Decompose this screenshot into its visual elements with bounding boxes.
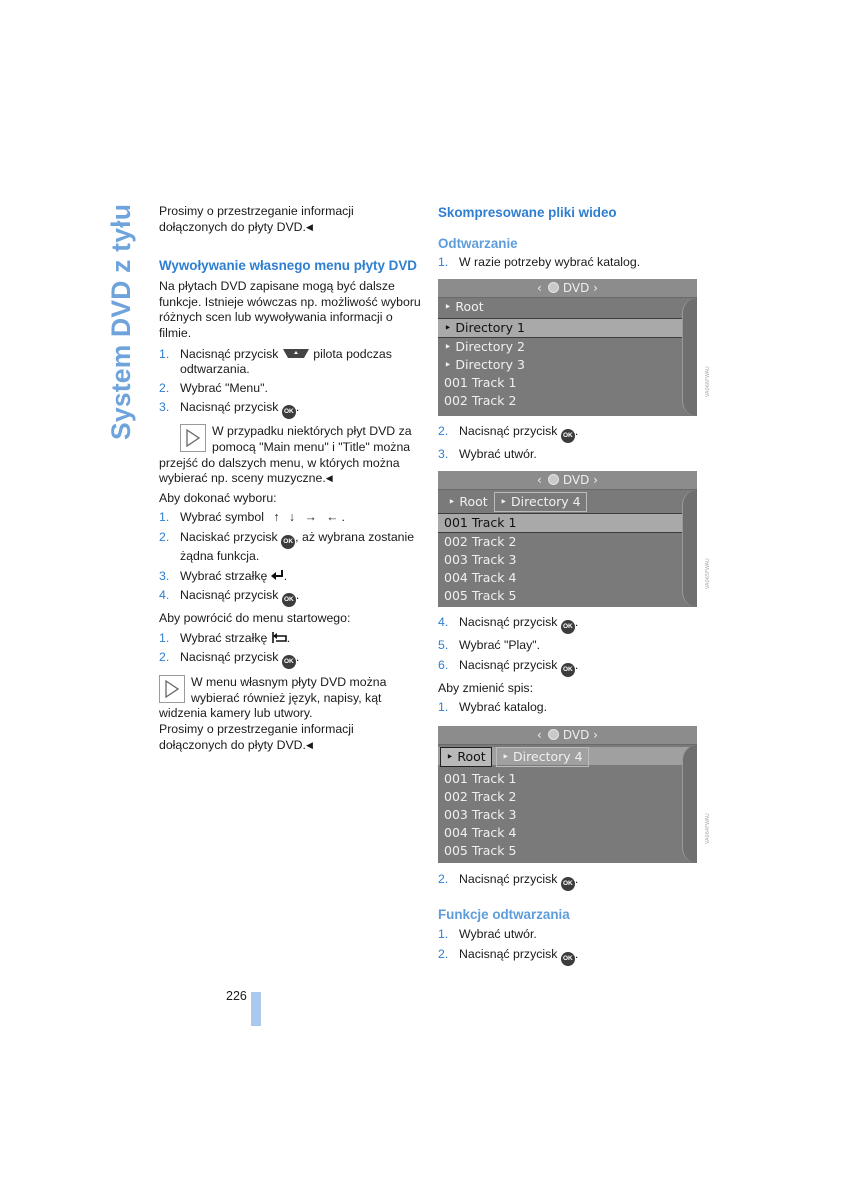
intro-text: Prosimy o przestrzeganie informacji dołączonych do płyty DVD.◀	[159, 204, 354, 234]
list-item: 2. Nacisnąć przycisk OK .	[438, 872, 700, 891]
paragraph: Na płytach DVD zapisane mogą być dalsze funkcje. Istnieje wówczas np. możliwość wyboru różnych scen lub wywoływania informacji o filmie.	[159, 279, 421, 340]
note-triangle-icon	[180, 424, 206, 452]
screen-row-track[interactable]: 003 Track 3	[444, 806, 517, 822]
end-mark-icon: ◀	[305, 221, 313, 232]
dvd-screen-tracks	[438, 471, 711, 607]
screen-row-track[interactable]: 004 Track 4	[444, 824, 517, 840]
screen-row-track[interactable]: 003 Track 3	[444, 552, 517, 568]
list-item: 1. Nacisnąć przycisk pilota podczas odtwarzania.	[159, 346, 392, 377]
steps-list	[159, 631, 421, 670]
outro-text: Prosimy o przestrzeganie informacji dołączonych do płyty DVD.◀	[159, 722, 354, 752]
list-item: 2. Wybrać "Menu".	[159, 380, 268, 395]
page-number: 226	[226, 989, 247, 1003]
crumb-root[interactable]: ‣ Root	[448, 494, 488, 510]
return-arrow-icon	[271, 632, 287, 643]
ok-button-icon: OK	[281, 535, 295, 549]
list-item: 5. Wybrać "Play".	[438, 638, 541, 653]
list-item: 1. Wybrać utwór.	[438, 926, 537, 941]
screen-scroll-curve	[682, 490, 697, 607]
list-item: 3. Wybrać utwór.	[438, 446, 537, 461]
ok-button-icon: OK	[282, 405, 296, 419]
list-item: 2. Nacisnąć przycisk OK .	[438, 947, 700, 966]
steps-list	[159, 510, 421, 607]
list-item: 2. Nacisnąć przycisk OK .	[438, 424, 700, 443]
screen-row-track[interactable]: 001 Track 1	[444, 770, 517, 786]
screen-row-track[interactable]: 002 Track 2	[444, 392, 517, 408]
ok-button-icon: OK	[561, 877, 575, 891]
screen-row-track[interactable]: 004 Track 4	[444, 570, 517, 586]
screen-row-track[interactable]: 002 Track 2	[444, 534, 517, 550]
disc-icon	[548, 729, 559, 740]
steps-list	[438, 424, 700, 463]
screen-row-track[interactable]: 001 Track 1	[444, 374, 517, 390]
ok-button-icon: OK	[282, 655, 296, 669]
section-heading: Wywoływanie własnego menu płyty DVD	[159, 258, 417, 274]
screen-row-track[interactable]: 005 Track 5	[444, 588, 517, 604]
list-item: 2. Naciskać przycisk OK , aż wybrana zostanie żądna funkcja.	[159, 529, 415, 563]
crumb-directory[interactable]: ‣ Directory 4	[496, 747, 589, 767]
screen-row-track-selected[interactable]: 001 Track 1	[438, 513, 683, 533]
end-mark-icon: ◀	[325, 473, 333, 484]
screen-row-track[interactable]: 005 Track 5	[444, 842, 517, 858]
list-item: 1. Wybrać symbol ↑ ↓ → ←.	[159, 510, 345, 525]
list-item: 1. Wybrać strzałkę .	[159, 630, 291, 645]
screen-row-directory[interactable]: ‣ Directory 3	[444, 356, 525, 372]
right-column	[438, 204, 711, 966]
list-item: 4. Nacisnąć przycisk OK .	[159, 588, 421, 607]
crumb-directory[interactable]: ‣ Directory 4	[494, 492, 587, 512]
remote-menu-button-icon	[282, 348, 310, 359]
list-item: 1. Wybrać katalog.	[438, 700, 548, 715]
ok-button-icon: OK	[561, 429, 575, 443]
steps-list	[438, 927, 700, 966]
list-item: 1. W razie potrzeby wybrać katalog.	[438, 255, 641, 269]
screen-row-track[interactable]: 002 Track 2	[444, 788, 517, 804]
dvd-screen-directories	[438, 279, 711, 416]
screen-row-directory-selected[interactable]: ‣ Directory 1	[438, 318, 683, 338]
section-heading: Skompresowane pliki wideo	[438, 205, 617, 220]
image-code: VA065FWAU	[705, 558, 711, 590]
note-triangle-icon	[159, 675, 185, 703]
dvd-screen-root-selected	[438, 726, 711, 863]
steps-list	[159, 347, 421, 420]
crumb-root-selected[interactable]: ‣ Root	[440, 747, 492, 767]
screen-breadcrumb	[438, 492, 697, 510]
note: W przypadku niektórych płyt DVD za pomocą "Main menu" i "Title" można przejść do dalszych menu, w których można wybierać np. sceny muzyczne.◀	[159, 424, 412, 486]
screen-scroll-curve	[682, 745, 697, 863]
disc-icon	[548, 282, 559, 293]
steps-list	[438, 615, 700, 677]
screen-header: ‹ DVD ›	[438, 279, 697, 298]
paragraph: Aby dokonać wyboru:	[159, 490, 277, 505]
enter-arrow-icon	[271, 570, 284, 581]
subsection-heading: Odtwarzanie	[438, 236, 518, 251]
left-column	[159, 204, 421, 753]
screen-scroll-curve	[682, 298, 697, 416]
list-item: 3. Wybrać strzałkę .	[159, 568, 288, 583]
list-item: 4. Nacisnąć przycisk OK .	[438, 615, 700, 634]
arrow-symbols: ↑ ↓ → ←	[273, 510, 342, 525]
ok-button-icon: OK	[282, 593, 296, 607]
end-mark-icon: ◀	[305, 739, 313, 750]
chapter-side-title: System DVD z tyłu	[106, 203, 136, 440]
ok-button-icon: OK	[561, 952, 575, 966]
screen-header: ‹ DVD ›	[438, 471, 697, 490]
note: W menu własnym płyty DVD można wybierać również język, napisy, kąt widzenia kamery lub utwory.	[159, 675, 387, 721]
page-marker-bar	[251, 992, 261, 1026]
screen-row-directory[interactable]: ‣ Directory 2	[444, 338, 525, 354]
paragraph: Aby zmienić spis:	[438, 680, 533, 695]
list-item: 3. Nacisnąć przycisk OK .	[159, 400, 421, 419]
list-item: 6. Nacisnąć przycisk OK .	[438, 658, 700, 677]
disc-icon	[548, 474, 559, 485]
subsection-heading: Funkcje odtwarzania	[438, 906, 570, 922]
screen-row-root[interactable]: ‣ Root	[444, 298, 484, 314]
list-item: 2. Nacisnąć przycisk OK .	[159, 650, 421, 669]
image-code: VA064FWAU	[705, 813, 711, 844]
screen-breadcrumb	[438, 747, 697, 765]
image-code: VA066FWAU	[705, 365, 711, 397]
paragraph: Aby powrócić do menu startowego:	[159, 611, 351, 626]
ok-button-icon: OK	[561, 620, 575, 634]
screen-header: ‹ DVD ›	[438, 726, 697, 745]
ok-button-icon: OK	[561, 663, 575, 677]
